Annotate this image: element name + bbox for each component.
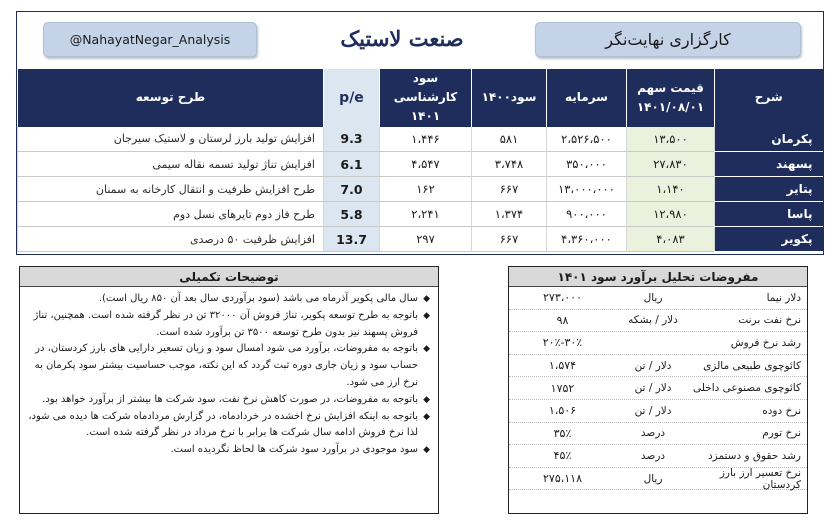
stock-plan: طرح افزایش ظرفیت و انتقال کارخانه به سمنان — [18, 177, 324, 202]
assumption-row — [509, 287, 807, 310]
summary-frame — [16, 11, 824, 255]
note-item — [26, 409, 430, 443]
assumptions-panel — [508, 266, 808, 514]
note-item — [26, 308, 430, 342]
assumption-value: ۱۷۵۲ — [550, 381, 575, 395]
stock-name: پسهند — [715, 152, 823, 177]
assumption-value: ۴۵٪ — [553, 449, 572, 463]
col-description: شرح — [715, 69, 823, 127]
bullet-icon: ◆ — [423, 394, 430, 405]
assumption-unit: دلار / بشکه — [628, 314, 678, 327]
assumption-unit: ریال — [643, 291, 663, 304]
bullet-icon: ◆ — [423, 344, 430, 355]
note-text: سود موجودی در برآورد سود شرکت ها لحاظ نگردیده است. — [170, 444, 418, 456]
col-price-label: قیمت سهم — [637, 80, 704, 95]
assumption-label: رشد نرخ فروش — [730, 336, 801, 349]
table-row — [18, 127, 823, 152]
table-row — [18, 202, 823, 227]
col-price-date: ۱۴۰۱/۰۸/۰۱ — [636, 99, 705, 114]
agency-name: کارگزاری نهایت‌نگر — [605, 30, 731, 49]
assumption-value: ۲۷۳،۰۰۰ — [543, 291, 582, 305]
stock-profit1400: ۳،۷۴۸ — [472, 152, 547, 177]
col-expert-label: سود کارشناسی — [393, 71, 458, 105]
note-item — [26, 392, 430, 409]
assumption-row — [509, 468, 807, 491]
stock-name: پکویر — [715, 227, 823, 252]
header-bar — [17, 12, 822, 69]
assumption-value: ۱،۵۷۴ — [548, 359, 577, 373]
stock-profit1400: ۶۶۷ — [472, 177, 547, 202]
assumption-row — [509, 423, 807, 446]
bullet-icon: ◆ — [423, 294, 430, 304]
bullet-icon: ◆ — [423, 411, 430, 422]
channel-handle: @NahayatNegar_Analysis — [69, 32, 231, 47]
col-capital: سرمایه — [547, 69, 627, 127]
assumption-row — [509, 355, 807, 378]
note-text: باتوجه به طرح توسعه پکویر، تناژ فروش آن ۳۲۰۰۰ تن در نظر گرفته شده است. همچنین، تناژ فروش پسهند نیز بدون طرح توسعه ۳۵۰۰ تن برآورد شده است. — [33, 309, 418, 338]
note-item — [26, 291, 430, 308]
assumption-unit: درصد — [640, 449, 666, 462]
stock-price: ۱۲،۹۸۰ — [627, 202, 715, 227]
assumption-label: نرخ تعسیر ارز بارز کردستان — [719, 466, 801, 491]
bullet-icon: ◆ — [423, 310, 430, 321]
note-item — [26, 341, 430, 391]
stock-expert-profit: ۱،۴۴۶ — [380, 127, 472, 152]
stock-pe: 5.8 — [324, 202, 380, 227]
stock-capital: ۱۳،۰۰۰،۰۰۰ — [547, 177, 627, 202]
stock-expert-profit: ۲۹۷ — [380, 227, 472, 252]
stock-pe: 13.7 — [324, 227, 380, 252]
assumption-label: رشد حقوق و دستمزد — [707, 449, 801, 462]
assumption-label: دلار نیما — [766, 291, 801, 304]
stock-plan: افزایش ظرفیت ۵۰ درصدی — [18, 227, 324, 252]
stock-capital: ۲،۵۲۶،۵۰۰ — [547, 127, 627, 152]
stock-profit1400: ۶۶۷ — [472, 227, 547, 252]
assumption-row — [509, 332, 807, 355]
assumptions-title: مفروضات تحلیل برآورد سود ۱۴۰۱ — [509, 267, 807, 287]
col-plan: طرح توسعه — [18, 69, 324, 127]
note-text: باتوجه به مفروضات، در صورت کاهش نرخ نفت، سود شرکت ها بیشتر از برآورد خواهد بود. — [42, 393, 418, 405]
stock-price: ۱۳،۵۰۰ — [627, 127, 715, 152]
assumption-label: کائوچوی طبیعی مالزی — [703, 359, 801, 372]
assumption-unit: دلار / تن — [634, 404, 672, 417]
note-text: باتوجه به مفروضات، برآورد می شود امسال سود و زیان تسعیر دارایی های بارز کردستان، در حساب سود و زیان جاری دوره ثبت گردد که این نکته، موجب حساسیت بیشتر سود پکرمان به نرخ ارز می شود. — [34, 343, 418, 388]
stock-expert-profit: ۴،۵۴۷ — [380, 152, 472, 177]
assumption-value: ۳۰٪-۲۰٪ — [542, 336, 583, 350]
bullet-icon: ◆ — [423, 445, 430, 456]
notes-panel — [19, 266, 439, 514]
assumption-row — [509, 445, 807, 468]
stock-price: ۲۷،۸۳۰ — [627, 152, 715, 177]
stock-pe: 7.0 — [324, 177, 380, 202]
assumption-unit: درصد — [640, 427, 666, 440]
assumption-value: ۹۸ — [556, 313, 569, 327]
stock-capital: ۹۰۰،۰۰۰ — [547, 202, 627, 227]
col-expert-year: ۱۴۰۱ — [410, 109, 441, 124]
col-price — [627, 69, 715, 127]
assumption-value: ۲۷۵،۱۱۸ — [543, 472, 582, 486]
stock-price: ۱،۱۴۰ — [627, 177, 715, 202]
stock-plan: افزایش تناژ تولید تسمه نقاله سیمی — [18, 152, 324, 177]
table-row — [18, 152, 823, 177]
stock-expert-profit: ۲،۲۴۱ — [380, 202, 472, 227]
assumption-label: نرخ دوده — [762, 404, 801, 417]
stock-name: پاسا — [715, 202, 823, 227]
stock-price: ۴،۰۸۳ — [627, 227, 715, 252]
stocks-table — [17, 69, 823, 252]
stock-plan: طرح فاز دوم تایرهای نسل دوم — [18, 202, 324, 227]
stock-capital: ۴،۳۶۰،۰۰۰ — [547, 227, 627, 252]
agency-badge — [535, 22, 801, 57]
table-row — [18, 177, 823, 202]
notes-list — [20, 287, 438, 459]
assumption-row — [509, 400, 807, 423]
stock-profit1400: ۵۸۱ — [472, 127, 547, 152]
stock-pe: 9.3 — [324, 127, 380, 152]
stock-expert-profit: ۱۶۲ — [380, 177, 472, 202]
channel-handle-badge — [43, 22, 257, 57]
stock-name: پتایر — [715, 177, 823, 202]
note-item — [26, 442, 430, 459]
stock-capital: ۳۵۰،۰۰۰ — [547, 152, 627, 177]
col-pe: p/e — [324, 69, 380, 127]
assumption-value: ۳۵٪ — [553, 426, 572, 440]
stock-plan: افزایش تولید بارز لرستان و لاستیک سیرجان — [18, 127, 324, 152]
assumption-unit: ریال — [643, 472, 663, 485]
col-profit1400: سود۱۴۰۰ — [472, 69, 547, 127]
stock-pe: 6.1 — [324, 152, 380, 177]
notes-title: توضیحات تکمیلی — [20, 267, 438, 287]
assumption-label: نرخ تورم — [762, 427, 801, 440]
assumption-row — [509, 377, 807, 400]
assumption-value: ۱،۵۰۶ — [548, 404, 577, 418]
assumptions-list — [509, 287, 807, 490]
note-text: سال مالی پکویر آذرماه می باشد (سود برآوردی سال بعد آن ۸۵۰ ریال است). — [98, 293, 418, 304]
table-row — [18, 227, 823, 252]
assumption-label: نرخ نفت برنت — [738, 314, 801, 327]
stock-profit1400: ۱،۳۷۴ — [472, 202, 547, 227]
table-header-row — [18, 69, 823, 127]
stock-name: پکرمان — [715, 127, 823, 152]
assumption-row — [509, 310, 807, 333]
assumption-label: کائوچوی مصنوعی داخلی — [692, 382, 801, 395]
page-title: صنعت لاستیک — [340, 26, 464, 51]
assumption-unit: دلار / تن — [634, 382, 672, 395]
col-expert-profit — [380, 69, 472, 127]
assumption-unit: دلار / تن — [634, 359, 672, 372]
note-text: باتوجه به اینکه افزایش نرخ اخشده در خردادماه، در گزارش مردادماه شرکت ها دیده می شود، لذا نرخ فروش ادامه سال شرکت ها برابر با نرخ مرداد در نظر گرفته شده است. — [28, 410, 418, 439]
